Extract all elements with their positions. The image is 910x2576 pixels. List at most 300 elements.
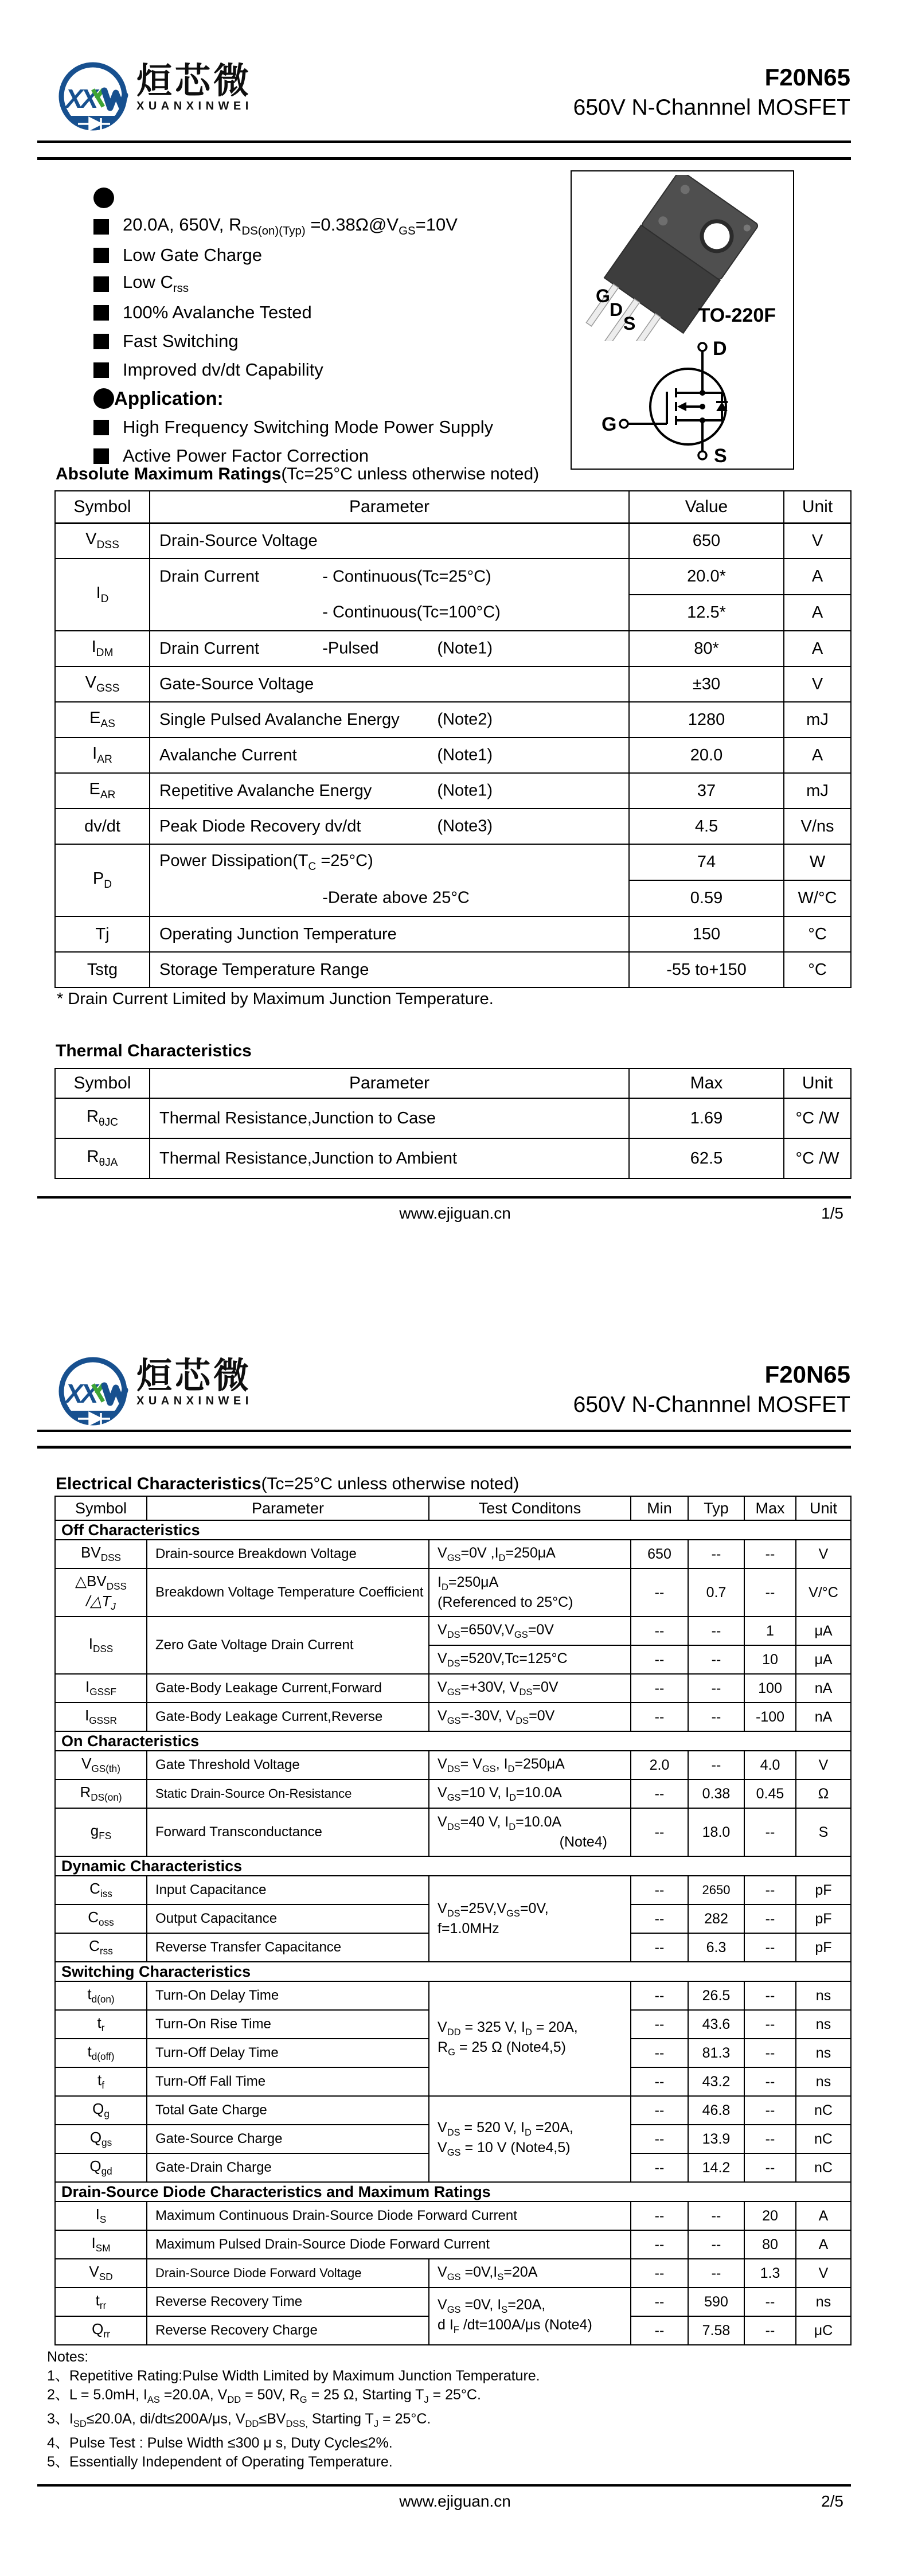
cell-test-shared — [429, 2288, 631, 2345]
test-line: $R_G = 25$ Ω (Note4,5) — [438, 2039, 566, 2058]
notes-block — [47, 2348, 540, 2472]
cell-unit: ns — [796, 2039, 851, 2067]
feature-text: Fast Switching — [123, 331, 239, 351]
note-item: 5、Essentially Independent of Operating Temperature. — [47, 2454, 393, 2470]
param-note: (Note1) — [437, 639, 493, 658]
col-value: Value — [629, 491, 784, 523]
cell-unit: pF — [796, 1933, 851, 1962]
symbol-label-drain: D — [713, 339, 727, 360]
feature-item — [93, 356, 493, 384]
cell-value: 0.59 — [629, 880, 784, 916]
col-symbol: Symbol — [55, 491, 150, 523]
cell-unit: V/°C — [796, 1568, 851, 1617]
cell-param: Reverse Recovery Time — [147, 2288, 429, 2316]
mosfet-symbol — [572, 339, 795, 466]
application-label: Application: — [114, 388, 224, 409]
footer-website: www.ejiguan.cn — [399, 2492, 511, 2510]
cell-min: -- — [631, 1808, 688, 1856]
package-name: TO-220F — [698, 305, 776, 326]
cell-param — [150, 737, 629, 773]
cell-param: Static Drain-Source On-Resistance — [147, 1779, 429, 1808]
param-main: Single Pulsed Avalanche Energy — [159, 710, 400, 729]
doc-header — [573, 64, 850, 120]
section-row-diode — [55, 2182, 851, 2202]
cell-min: -- — [631, 2288, 688, 2316]
cell-max: -- — [744, 1904, 796, 1933]
col-parameter: Parameter — [150, 491, 629, 523]
sym-line: $\triangle BV_{DSS}$ — [75, 1572, 127, 1593]
cell-test — [429, 1808, 631, 1856]
table-row — [55, 916, 851, 952]
table-row — [55, 809, 851, 844]
brand-text — [136, 1356, 253, 1408]
cell-sym: $I_{GSSR}$ — [55, 1703, 147, 1731]
cell-min: -- — [631, 2230, 688, 2259]
col-typ: Typ — [688, 1496, 744, 1520]
cell-min: -- — [631, 2316, 688, 2345]
col-test-conditions: Test Conditons — [429, 1496, 631, 1520]
cell-typ: -- — [688, 1751, 744, 1779]
cell-max: -- — [744, 2067, 796, 2096]
cell-sym: $V_{SD}$ — [55, 2259, 147, 2288]
cell-param — [150, 702, 629, 737]
cell-min: -- — [631, 1617, 688, 1645]
cell-param: Drain-Source Diode Forward Voltage — [147, 2259, 429, 2288]
table-row — [55, 1808, 851, 1856]
cell-value: 20.0 — [629, 737, 784, 773]
col-unit: Unit — [796, 1496, 851, 1520]
cell-unit: nC — [796, 2096, 851, 2125]
table-row — [55, 2202, 851, 2230]
table-row — [55, 737, 851, 773]
doc-subtitle: 650V N-Channnel MOSFET — [573, 95, 850, 120]
square-bullet-icon — [93, 305, 109, 321]
doc-header — [573, 1361, 850, 1418]
thermal-title-text: Thermal Characteristics — [56, 1041, 252, 1060]
cell-test: $V_{GS} =0V,I_S=20A$ — [429, 2259, 631, 2288]
feature-text: Improved dv/dt Capability — [123, 360, 323, 380]
cell-min: -- — [631, 1568, 688, 1617]
cell-test: $V_{DS}=520V,Tc=125^\circ C$ — [429, 1645, 631, 1674]
param-main: Drain Current — [159, 567, 260, 586]
cell-value: ±30 — [629, 666, 784, 702]
cell-sym: $C_{iss}$ — [55, 1876, 147, 1904]
cell-typ: 43.6 — [688, 2010, 744, 2039]
cell-sym: $R_{\theta JC}$ — [55, 1098, 150, 1138]
cell-param: Thermal Resistance,Junction to Ambient — [150, 1138, 629, 1178]
cell-sym: $t_r$ — [55, 2010, 147, 2039]
header-rule-2 — [37, 157, 851, 160]
part-number: F20N65 — [764, 64, 850, 91]
brand-name-en: XUANXINWEI — [136, 100, 253, 113]
cell-unit: V — [784, 666, 851, 702]
param-main: Avalanche Current — [159, 746, 297, 764]
cell-unit: V — [796, 1751, 851, 1779]
cell-param: Drain-source Breakdown Voltage — [147, 1540, 429, 1568]
cell-param: Input Capacitance — [147, 1876, 429, 1904]
cell-typ: 46.8 — [688, 2096, 744, 2125]
application-heading — [93, 384, 493, 413]
section-label: Switching Characteristics — [55, 1962, 851, 1981]
cell-typ: 590 — [688, 2288, 744, 2316]
param-main: Peak Diode Recovery dv/dt — [159, 817, 361, 836]
param-main: Repetitive Avalanche Energy — [159, 781, 372, 800]
sym-line: $/\triangle T_J$ — [86, 1593, 116, 1613]
cell-sym: $V_{GS(th)}$ — [55, 1751, 147, 1779]
section-row-on — [55, 1731, 851, 1751]
cell-sym: $I_{DM}$ — [55, 631, 150, 666]
thermal-title — [56, 1041, 252, 1061]
brand-text — [136, 61, 253, 113]
application-item — [93, 413, 493, 442]
test-line: $V_{DS} = 520$ V, $I_D =20A$, — [438, 2120, 573, 2138]
footer-website: www.ejiguan.cn — [399, 1204, 511, 1222]
cell-max: 1.3 — [744, 2259, 796, 2288]
feature-text: 20.0A, 650V, $R_{DS(on)(Typ)}$ $=0.38\Omega@V_{GS}=10V$ — [123, 214, 458, 238]
cell-min: -- — [631, 2039, 688, 2067]
symbol-label-gate: G — [602, 413, 617, 435]
feature-item — [93, 298, 493, 327]
section-row-off — [55, 1520, 851, 1540]
cell-test: $V_{GS}=+30V$, $V_{DS}=0V$ — [429, 1674, 631, 1703]
brand-logo-icon — [55, 61, 131, 136]
table-row — [55, 1138, 851, 1178]
cell-sym — [55, 1568, 147, 1617]
cell-param: Turn-Off Fall Time — [147, 2067, 429, 2096]
cell-test: $V_{DS}= V_{GS}$, $I_D=250\mu A$ — [429, 1751, 631, 1779]
cell-test: $V_{GS}=10$ V, $I_D=10.0A$ — [429, 1779, 631, 1808]
cell-typ: -- — [688, 1645, 744, 1674]
cell-max: -- — [744, 2288, 796, 2316]
test-line: $V_{GS} = 10$ V (Note4,5) — [438, 2140, 571, 2158]
col-min: Min — [631, 1496, 688, 1520]
cell-value: 150 — [629, 916, 784, 952]
cell-sym: $C_{rss}$ — [55, 1933, 147, 1962]
cell-sym: $g_{FS}$ — [55, 1808, 147, 1856]
cell-unit: W — [784, 844, 851, 880]
cell-typ: -- — [688, 2259, 744, 2288]
table-row — [55, 523, 851, 559]
ec-title-cond: (Tc=25°C unless otherwise noted) — [261, 1474, 520, 1493]
cell-param: Forward Transconductance — [147, 1808, 429, 1856]
cell-min: -- — [631, 2067, 688, 2096]
cell-unit: mJ — [784, 702, 851, 737]
cell-typ: 18.0 — [688, 1808, 744, 1856]
cell-typ: 13.9 — [688, 2125, 744, 2153]
cell-sym: $I_{SM}$ — [55, 2230, 147, 2259]
cell-test-shared — [429, 2096, 631, 2182]
cell-sym: $E_{AR}$ — [55, 773, 150, 809]
abs-max-title-cond: (Tc=25°C unless otherwise noted) — [281, 465, 540, 483]
square-bullet-icon — [93, 448, 109, 464]
cell-sym: $R_{\theta JA}$ — [55, 1138, 150, 1178]
section-label: Drain-Source Diode Characteristics and Maximum Ratings — [55, 2182, 851, 2202]
cell-unit: °C /W — [784, 1138, 851, 1178]
table-row — [55, 1751, 851, 1779]
datasheet-page-2 — [0, 1288, 910, 2576]
cell-max: -100 — [744, 1703, 796, 1731]
footer-rule — [37, 1196, 851, 1199]
cell-typ: -- — [688, 1540, 744, 1568]
part-number: F20N65 — [764, 1361, 850, 1388]
cell-typ: 7.58 — [688, 2316, 744, 2345]
cell-unit: A — [796, 2202, 851, 2230]
cell-sym: $I_S$ — [55, 2202, 147, 2230]
cell-max: -- — [744, 1540, 796, 1568]
col-parameter: Parameter — [150, 1068, 629, 1098]
cell-unit: nA — [796, 1674, 851, 1703]
col-max: Max — [629, 1068, 784, 1098]
cell-typ: -- — [688, 1703, 744, 1731]
cell-value: 4.5 — [629, 809, 784, 844]
cell-typ: -- — [688, 2230, 744, 2259]
ec-title-text: Electrical Characteristics — [56, 1474, 261, 1493]
note-item: 4、Pulse Test : Pulse Width ≤300 μ s, Duty Cycle≤2%. — [47, 2435, 393, 2451]
cell-unit: A — [796, 2230, 851, 2259]
cell-unit: W/°C — [784, 880, 851, 916]
cell-max: -- — [744, 1568, 796, 1617]
cell-unit: mJ — [784, 773, 851, 809]
brand-logo — [55, 1356, 253, 1431]
cell-unit: °C — [784, 916, 851, 952]
cell-param: Operating Junction Temperature — [150, 916, 629, 952]
test-line: (Referenced to 25°C) — [438, 1594, 573, 1610]
cell-typ: 26.5 — [688, 1981, 744, 2010]
footer-page-number: 2/5 — [821, 2492, 843, 2510]
cell-min: -- — [631, 1933, 688, 1962]
cell-unit: °C /W — [784, 1098, 851, 1138]
header-rule-2 — [37, 1446, 851, 1449]
param-main: Power $Dissipation(T_C =25^\circ C)$ — [159, 852, 373, 873]
square-bullet-icon — [93, 362, 109, 378]
cell-value: -55 to+150 — [629, 952, 784, 988]
cell-param: Gate-Source Voltage — [150, 666, 629, 702]
cell-min: -- — [631, 2010, 688, 2039]
col-unit: Unit — [784, 1068, 851, 1098]
table-row — [55, 702, 851, 737]
cell-typ: -- — [688, 1617, 744, 1645]
features-list — [93, 184, 493, 470]
cell-param: Gate-Body Leakage Current,Forward — [147, 1674, 429, 1703]
header-rule-1 — [37, 1430, 851, 1432]
col-max: Max — [744, 1496, 796, 1520]
abs-max-title-text: Absolute Maximum Ratings — [56, 465, 282, 483]
cell-unit: ns — [796, 2067, 851, 2096]
param-note: (Note1) — [437, 781, 493, 800]
cell-max: -- — [744, 1933, 796, 1962]
cell-min: 2.0 — [631, 1751, 688, 1779]
footer-page-number: 1/5 — [821, 1204, 843, 1222]
param-cond: -Derate above 25°C — [322, 888, 470, 907]
cell-value: 20.0* — [629, 559, 784, 595]
cell-param: Gate-Drain Charge — [147, 2153, 429, 2182]
section-label: Off Characteristics — [55, 1520, 851, 1540]
cell-param — [150, 631, 629, 666]
cell-unit: pF — [796, 1876, 851, 1904]
cell-param: Turn-On Delay Time — [147, 1981, 429, 2010]
note-item: 1、Repetitive Rating:Pulse Width Limited by Maximum Junction Temperature. — [47, 2368, 540, 2384]
brand-name-cn: 烜芯微 — [136, 1356, 252, 1396]
test-line: $V_{GS} =0V$, $I_S=20A$, — [438, 2297, 546, 2316]
table-row — [55, 1568, 851, 1617]
pin-label-source: S — [623, 313, 636, 334]
cell-min: -- — [631, 1904, 688, 1933]
brand-logo — [55, 61, 253, 136]
cell-unit: Ω — [796, 1779, 851, 1808]
cell-sym: $P_D$ — [55, 844, 150, 916]
note-item: 3、$I_{SD}\le 20.0A$, di/dt≤200A/μs, $V_{DD}\le BV_{DSS,}$ Starting $T_J = 25^\circ C$. — [47, 2411, 431, 2429]
cell-sym: $t_{d(off)}$ — [55, 2039, 147, 2067]
electrical-characteristics-table — [54, 1496, 852, 2345]
cell-max: -- — [744, 1981, 796, 2010]
cell-param: Drain-Source Voltage — [150, 523, 629, 559]
cell-unit: °C — [784, 952, 851, 988]
table-row — [55, 844, 851, 880]
cell-value: 1280 — [629, 702, 784, 737]
cell-min: -- — [631, 2259, 688, 2288]
table-row — [55, 631, 851, 666]
cell-sym: $t_{d(on)}$ — [55, 1981, 147, 2010]
cell-unit: μA — [796, 1645, 851, 1674]
cell-typ: 43.2 — [688, 2067, 744, 2096]
cell-max: -- — [744, 2010, 796, 2039]
feature-item — [93, 241, 493, 270]
table-header-row — [55, 1496, 851, 1520]
section-row-switching — [55, 1962, 851, 1981]
cell-min: -- — [631, 1779, 688, 1808]
cell-unit: A — [784, 595, 851, 631]
cell-param: Maximum Pulsed Drain-Source Diode Forward Current — [147, 2230, 631, 2259]
circle-bullet-icon — [93, 188, 114, 208]
test-line: $I_D=250\mu A$ — [438, 1574, 499, 1593]
cell-typ: 6.3 — [688, 1933, 744, 1962]
table-row — [55, 1617, 851, 1645]
table-row — [55, 2259, 851, 2288]
cell-typ: -- — [688, 1674, 744, 1703]
param-cond: - Continuous(Tc=100°C) — [322, 603, 501, 622]
col-unit: Unit — [784, 491, 851, 523]
cell-param — [150, 809, 629, 844]
cell-min: -- — [631, 1876, 688, 1904]
section-row-dynamic — [55, 1856, 851, 1876]
cell-param: Gate-Body Leakage Current,Reverse — [147, 1703, 429, 1731]
doc-subtitle: 650V N-Channnel MOSFET — [573, 1392, 850, 1418]
table-row — [55, 2230, 851, 2259]
cell-param: Turn-On Rise Time — [147, 2010, 429, 2039]
test-line: $V_{DD} = 325$ V, $I_D = 20A$, — [438, 2019, 578, 2038]
cell-test: $V_{GS}=0V$ $,I_D=250\mu A$ — [429, 1540, 631, 1568]
cell-max: 62.5 — [629, 1138, 784, 1178]
cell-sym: $Q_{gd}$ — [55, 2153, 147, 2182]
cell-min: -- — [631, 2202, 688, 2230]
application-text: High Frequency Switching Mode Power Supply — [123, 417, 494, 437]
package-figure-box — [571, 170, 794, 470]
cell-min: 650 — [631, 1540, 688, 1568]
cell-min: -- — [631, 2125, 688, 2153]
table-row — [55, 1703, 851, 1731]
cell-sym: $I_{GSSF}$ — [55, 1674, 147, 1703]
cell-value: 650 — [629, 523, 784, 559]
cell-test: $V_{GS}=-30V$, $V_{DS}=0V$ — [429, 1703, 631, 1731]
cell-unit: V — [796, 2259, 851, 2288]
cell-value: 12.5* — [629, 595, 784, 631]
cell-sym: dv/dt — [55, 809, 150, 844]
cell-unit: V — [796, 1540, 851, 1568]
cell-max: -- — [744, 2039, 796, 2067]
cell-unit: nA — [796, 1703, 851, 1731]
cell-unit: ns — [796, 1981, 851, 2010]
cell-unit: ns — [796, 2288, 851, 2316]
cell-value: 80* — [629, 631, 784, 666]
logo-letters: XX — [65, 84, 96, 114]
application-text: Active Power Factor Correction — [123, 446, 369, 466]
thermal-table — [54, 1068, 852, 1179]
cell-max: 20 — [744, 2202, 796, 2230]
cell-param — [150, 559, 629, 631]
square-bullet-icon — [93, 276, 109, 292]
brand-name-cn: 烜芯微 — [136, 61, 252, 101]
table-header-row — [55, 491, 851, 523]
cell-param: Gate Threshold Voltage — [147, 1751, 429, 1779]
table-row — [55, 1779, 851, 1808]
param-note: (Note3) — [437, 817, 493, 836]
cell-min: -- — [631, 2096, 688, 2125]
feature-text: Low $C_{rss}$ — [123, 272, 189, 295]
cell-max: 4.0 — [744, 1751, 796, 1779]
cell-max: -- — [744, 2125, 796, 2153]
cell-sym: $Q_{rr}$ — [55, 2316, 147, 2345]
cell-min: -- — [631, 1674, 688, 1703]
cell-sym: $C_{oss}$ — [55, 1904, 147, 1933]
cell-unit: A — [784, 559, 851, 595]
cell-sym: $Q_g$ — [55, 2096, 147, 2125]
cell-sym: $Q_{gs}$ — [55, 2125, 147, 2153]
param-cond: - Continuous(Tc=25°C) — [322, 567, 491, 586]
table-row — [55, 2096, 851, 2125]
cell-max: -- — [744, 2153, 796, 2182]
cell-param: Thermal Resistance,Junction to Case — [150, 1098, 629, 1138]
col-symbol: Symbol — [55, 1068, 150, 1098]
features-bullet — [93, 184, 493, 212]
cell-param: Breakdown Voltage Temperature Coefficient — [147, 1568, 429, 1617]
test-line: $V_{DS}=40$ V, $I_D=10.0A$ — [438, 1814, 562, 1833]
cell-sym: $V_{DSS}$ — [55, 523, 150, 559]
circle-bullet-icon — [93, 388, 114, 409]
header-rule-1 — [37, 140, 851, 143]
table-row — [55, 1674, 851, 1703]
cell-param: Zero Gate Voltage Drain Current — [147, 1617, 429, 1674]
cell-unit: V — [784, 523, 851, 559]
cell-unit: V/ns — [784, 809, 851, 844]
cell-unit: nC — [796, 2153, 851, 2182]
cell-min: -- — [631, 1703, 688, 1731]
cell-sym: $V_{GSS}$ — [55, 666, 150, 702]
section-label: On Characteristics — [55, 1731, 851, 1751]
cell-param — [150, 844, 629, 916]
cell-sym: $I_D$ — [55, 559, 150, 631]
cell-param — [150, 773, 629, 809]
cell-sym: $I_{DSS}$ — [55, 1617, 147, 1674]
cell-max: 1 — [744, 1617, 796, 1645]
cell-typ: 0.7 — [688, 1568, 744, 1617]
test-note: (Note4) — [559, 1833, 607, 1850]
cell-sym: $E_{AS}$ — [55, 702, 150, 737]
cell-max: -- — [744, 1808, 796, 1856]
abs-max-footnote: * Drain Current Limited by Maximum Junction Temperature. — [57, 990, 494, 1008]
cell-min: -- — [631, 2153, 688, 2182]
cell-typ: -- — [688, 2202, 744, 2230]
cell-test-shared — [429, 1876, 631, 1962]
